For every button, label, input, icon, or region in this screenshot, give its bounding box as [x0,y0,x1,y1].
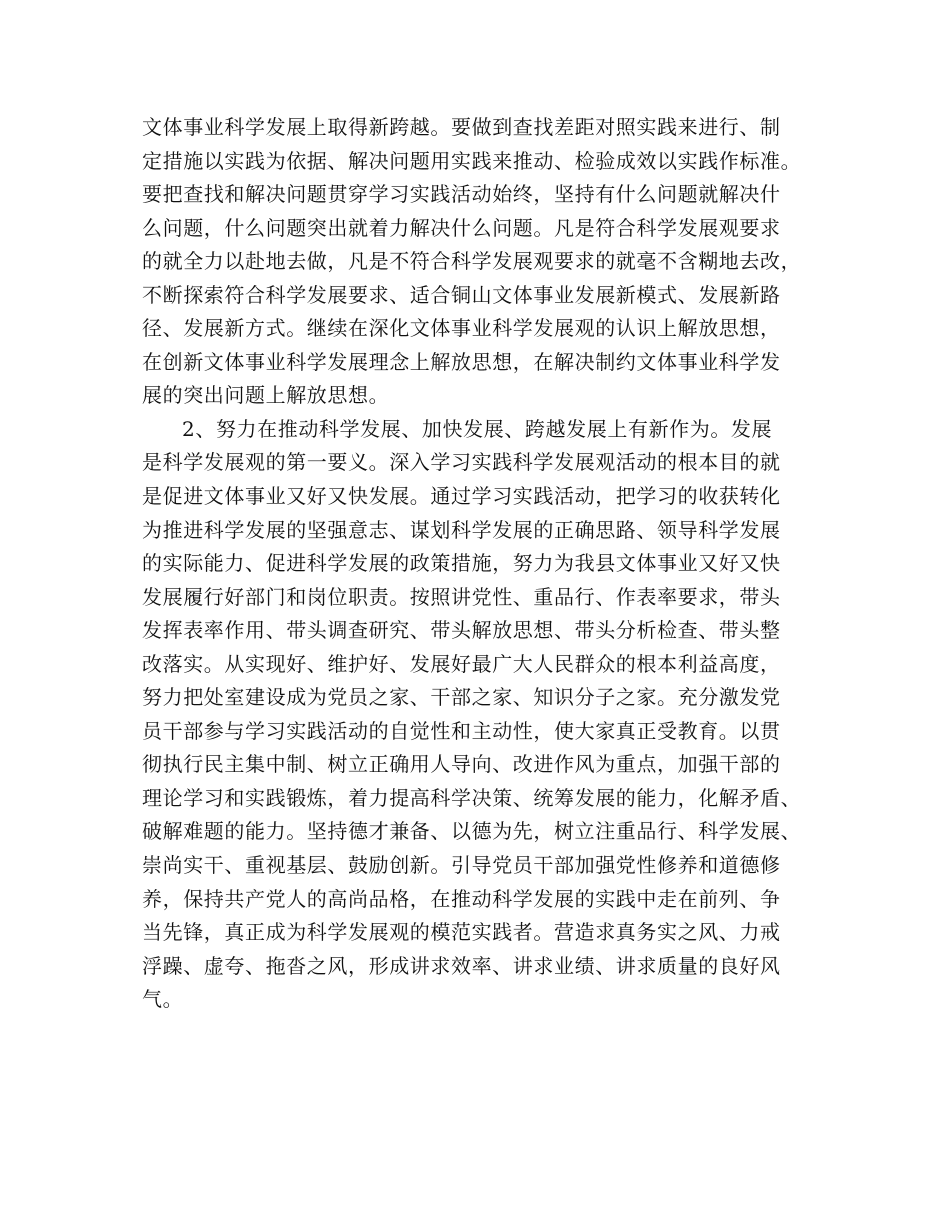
text-line: 为推进科学发展的坚强意志、谋划科学发展的正确思路、领导科学发展 [142,517,781,542]
text-line: 文体事业科学发展上取得新跨越。要做到查找差距对照实践来进行、制 [142,115,781,139]
text-line: 浮躁、虚夸、拖沓之风，形成讲求效率、讲求业绩、讲求质量的良好风 [142,953,781,978]
text-line: 在创新文体事业科学发展理念上解放思想，在解决制约文体事业科学发 [142,349,781,374]
text-line: 理论学习和实践锻炼，着力提高科学决策、统筹发展的能力，化解矛盾、 [142,785,802,810]
text-line: 改落实。从实现好、维护好、发展好最广大人民群众的根本利益高度， [142,651,781,676]
paragraph-start-line: 2、努力在推动科学发展、加快发展、跨越发展上有新作为。发展 [182,416,773,441]
text-line: 崇尚实干、重视基层、鼓励创新。引导党员干部加强党性修养和道德修 [142,853,781,878]
text-line: 么问题，什么问题突出就着力解决什么问题。凡是符合科学发展观要求 [142,215,781,240]
text-line: 努力把处室建设成为党员之家、干部之家、知识分子之家。充分激发党 [142,685,781,710]
text-line: 的实际能力、促进科学发展的政策措施，努力为我县文体事业又好又快 [142,551,781,576]
text-line: 径、发展新方式。继续在深化文体事业科学发展观的认识上解放思想， [142,316,781,341]
text-line: 养，保持共产党人的高尚品格，在推动科学发展的实践中走在前列、争 [142,886,781,911]
text-line: 是促进文体事业又好又快发展。通过学习实践活动，把学习的收获转化 [142,484,781,509]
text-line: 彻执行民主集中制、树立正确用人导向、改进作风为重点，加强干部的 [142,752,781,777]
text-line: 破解难题的能力。坚持德才兼备、以德为先，树立注重品行、科学发展、 [142,819,802,844]
text-line: 定措施以实践为依据、解决问题用实践来推动、检验成效以实践作标准。 [142,148,802,173]
text-line: 的就全力以赴地去做，凡是不符合科学发展观要求的就毫不含糊地去改， [142,249,802,274]
body-text [142,111,832,1017]
text-line: 气。 [142,987,184,1012]
text-line: 是科学发展观的第一要义。深入学习实践科学发展观活动的根本目的就 [142,450,781,475]
text-line: 不断探索符合科学发展要求、适合铜山文体事业发展新模式、发展新路 [142,282,781,307]
text-line: 发挥表率作用、带头调查研究、带头解放思想、带头分析检查、带头整 [142,618,781,643]
text-line: 展的突出问题上解放思想。 [142,383,390,408]
text-line: 员干部参与学习实践活动的自觉性和主动性，使大家真正受教育。以贯 [142,718,781,743]
text-line: 发展履行好部门和岗位职责。按照讲党性、重品行、作表率要求，带头 [142,584,781,609]
text-line: 要把查找和解决问题贯穿学习实践活动始终，坚持有什么问题就解决什 [142,182,781,207]
text-line: 当先锋，真正成为科学发展观的模范实践者。营造求真务实之风、力戒 [142,920,781,945]
